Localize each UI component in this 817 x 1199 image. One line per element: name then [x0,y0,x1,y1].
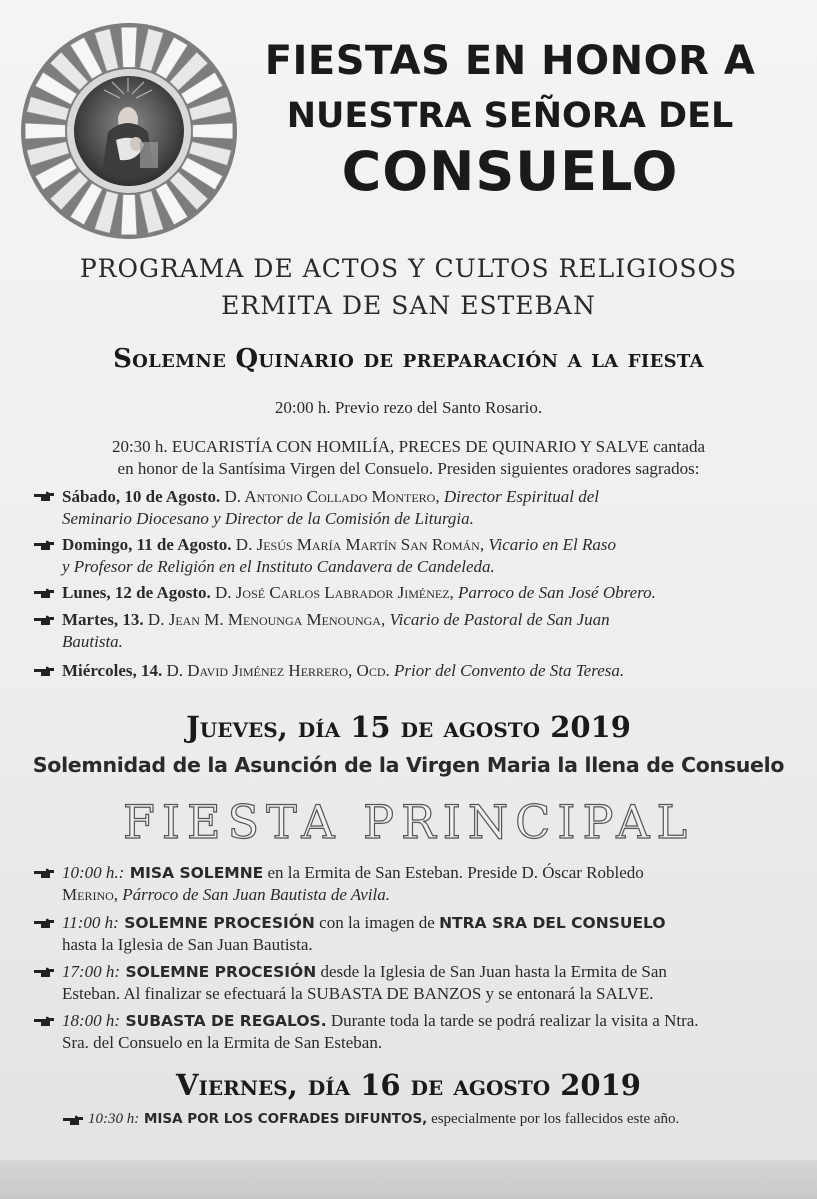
quinario-item-4-line-1: Martes, 13. D. Jean M. Menounga Menounga, Vicario de Pastoral de San Juan [62,610,610,629]
title-line-3: CONSUELO [341,140,679,203]
jueves-item-1-line-1: 10:00 h.: MISA SOLEMNE en la Ermita de San Esteban. Preside D. Óscar Robledo [62,863,644,882]
rosario-line: 20:00 h. Previo rezo del Santo Rosario. [274,398,543,417]
asuncion-line: Solemnidad de la Asunción de la Virgen Maria la llena de Consuelo [32,753,785,777]
title-line-1: FIESTAS EN HONOR A [264,38,756,84]
pointing-hand-icon [33,587,55,601]
pointing-hand-icon [33,614,55,628]
viernes-item-1: 10:30 h: MISA POR LOS COFRADES DIFUNTOS, especialmente por los fallecidos este año. [88,1111,680,1127]
jueves-item-3-line-1: 17:00 h: SOLEMNE PROCESIÓN desde la Iglesia de San Juan hasta la Ermita de San [62,962,667,981]
viernes-heading: Viernes, día 16 de agosto 2019 [176,1068,641,1102]
pointing-hand-icon [62,1114,84,1128]
quinario-item-3-line-1: Lunes, 12 de Agosto. D. José Carlos Labrador Jiménez, Parroco de San José Obrero. [62,583,656,602]
jueves-item-2-line-2: hasta la Iglesia de San Juan Bautista. [62,935,313,954]
rosette-petal [193,123,233,139]
quinario-item-4-line-2: Bautista. [62,632,123,651]
jueves-item-1-line-2: Merino, Párroco de San Juan Bautista de Avila. [62,885,390,904]
eucaristia-line-2: en honor de la Santísima Virgen del Consuelo. Presiden siguientes oradores sagrados: [117,459,700,478]
pointing-hand-icon [33,917,55,931]
jueves-heading: Jueves, día 15 de agosto 2019 [186,710,631,744]
ermita-subtitle: ERMITA DE SAN ESTEBAN [221,291,596,320]
jueves-item-3-line-2: Esteban. Al finalizar se efectuará la SUBASTA DE BANZOS y se entonará la SALVE. [62,984,654,1003]
virgin-rosette-image [20,22,238,240]
rosette-petal [25,123,65,139]
title-line-2: NUESTRA SEÑORA DEL [286,96,734,136]
quinario-heading: Solemne Quinario de preparación a la fiesta [113,344,704,374]
pointing-hand-icon [33,867,55,881]
pointing-hand-icon [33,539,55,553]
quinario-item-5-line-1: Miércoles, 14. D. David Jiménez Herrero, Ocd. Prior del Convento de Sta Teresa. [62,661,625,680]
jueves-item-4-line-2: Sra. del Consuelo en la Ermita de San Esteban. [62,1033,383,1052]
program-subtitle: PROGRAMA DE ACTOS Y CULTOS RELIGIOSOS [79,254,738,283]
rosette-petal [121,27,137,67]
pointing-hand-icon [33,966,55,980]
quinario-item-2-line-2: y Profesor de Religión en el Instituto Candavera de Candeleda. [62,557,495,576]
eucaristia-line-1: 20:30 h. EUCARISTÍA CON HOMILÍA, PRECES DE QUINARIO Y SALVE cantada [111,437,706,456]
jueves-item-4-line-1: 18:00 h: SUBASTA DE REGALOS. Durante toda la tarde se podrá realizar la visita a Ntra. [62,1011,699,1030]
quinario-item-2-line-1: Domingo, 11 de Agosto. D. Jesús María Martín San Román, Vicario en El Raso [62,535,616,554]
rosette-petal [121,195,137,235]
pointing-hand-icon [33,1015,55,1029]
paper-edge [0,1160,817,1199]
quinario-item-1-line-1: Sábado, 10 de Agosto. D. Antonio Collado Montero, Director Espiritual del [62,487,600,506]
jueves-item-2-line-1: 11:00 h: SOLEMNE PROCESIÓN con la imagen de NTRA SRA DEL CONSUELO [62,913,666,932]
pointing-hand-icon [33,665,55,679]
pointing-hand-icon [33,490,55,504]
fiesta-principal-heading: FIESTA PRINCIPAL [122,795,695,849]
quinario-item-1-line-2: Seminario Diocesano y Director de la Comisión de Liturgia. [62,509,474,528]
